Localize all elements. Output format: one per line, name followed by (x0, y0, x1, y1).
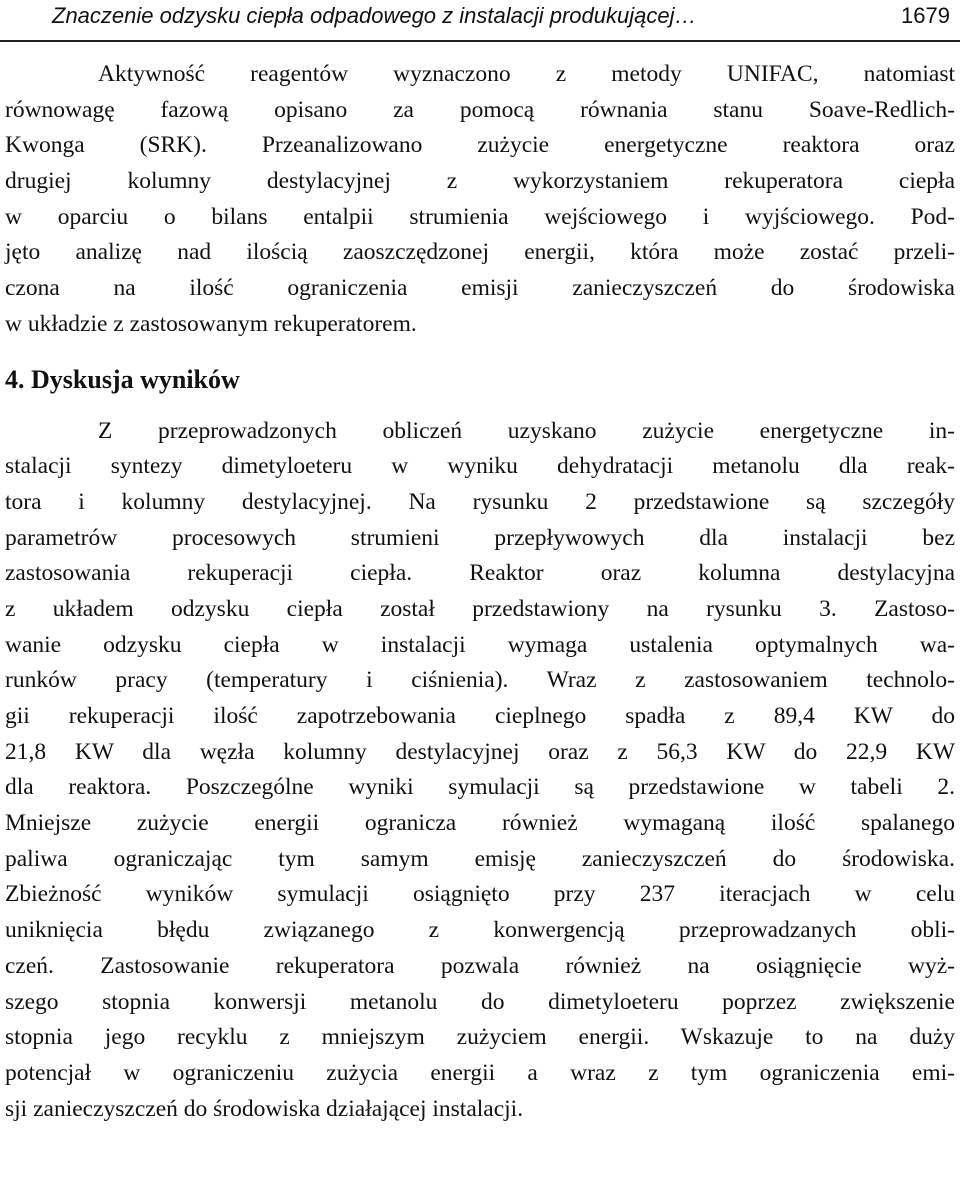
text-line: Z przeprowadzonych obliczeń uzyskano zużycie energetyczne in- (98, 417, 955, 444)
text-line: Kwonga (SRK). Przeanalizowano zużycie energetyczne reaktora oraz (5, 132, 955, 159)
running-title: Znaczenie odzysku ciepła odpadowego z instalacji produkującej… (52, 3, 697, 28)
section-heading: 4. Dyskusja wyników (5, 364, 240, 394)
text-line: wanie odzysku ciepła w instalacji wymaga ustalenia optymalnych wa- (5, 631, 955, 658)
text-line: dla reaktora. Poszczególne wyniki symulacji są przedstawione w tabeli 2. (5, 774, 955, 801)
text-line: stalacji syntezy dimetyloeteru w wyniku dehydratacji metanolu dla reak- (5, 453, 955, 480)
text-line: drugiej kolumny destylacyjnej z wykorzystaniem rekuperatora ciepła (5, 168, 955, 195)
paragraph-2 (5, 414, 955, 1128)
text-line: runków pracy (temperatury i ciśnienia). Wraz z zastosowaniem technolo- (5, 667, 955, 694)
text-line: Mniejsze zużycie energii ogranicza również wymaganą ilość spalanego (5, 810, 955, 837)
text-line: w układzie z zastosowanym rekuperatorem. (5, 310, 417, 337)
text-line: sji zanieczyszczeń do środowiska działającej instalacji. (5, 1095, 524, 1122)
text-line: czeń. Zastosowanie rekuperatora pozwala również na osiągnięcie wyż- (5, 952, 955, 979)
text-line: w oparciu o bilans entalpii strumienia wejściowego i wyjściowego. Pod- (5, 203, 955, 230)
text-line: zastosowania rekuperacji ciepła. Reaktor oraz kolumna destylacyjna (5, 560, 955, 587)
text-line: paliwa ograniczając tym samym emisję zanieczyszczeń do środowiska. (5, 845, 955, 872)
text-line: tora i kolumny destylacyjnej. Na rysunku 2 przedstawione są szczegóły (5, 488, 955, 515)
paragraph-1 (5, 57, 955, 343)
text-line: z układem odzysku ciepła został przedstawiony na rysunku 3. Zastoso- (5, 595, 955, 622)
text-line: gii rekuperacji ilość zapotrzebowania cieplnego spadła z 89,4 KW do (5, 703, 955, 729)
page-number: 1679 (901, 3, 950, 28)
text-line: stopnia jego recyklu z mniejszym zużyciem energii. Wskazuje to na duży (5, 1024, 955, 1051)
text-line: parametrów procesowych strumieni przepływowych dla instalacji bez (5, 524, 955, 551)
article-body (5, 57, 955, 1127)
text-line: szego stopnia konwersji metanolu do dimetyloeteru poprzez zwiększenie (5, 988, 955, 1015)
text-line: jęto analizę nad ilością zaoszczędzonej energii, która może zostać przeli- (5, 239, 955, 266)
text-line: Aktywność reagentów wyznaczono z metody UNIFAC, natomiast (98, 61, 955, 87)
text-line: 21,8 KW dla węzła kolumny destylacyjnej oraz z 56,3 KW do 22,9 KW (5, 738, 955, 765)
text-line: potencjał w ograniczeniu zużycia energii a wraz z tym ograniczenia emi- (5, 1059, 955, 1086)
text-line: Zbieżność wyników symulacji osiągnięto przy 237 iteracjach w celu (5, 881, 955, 908)
running-header (0, 0, 960, 42)
text-line: równowagę fazową opisano za pomocą równania stanu Soave-Redlich- (5, 96, 955, 123)
text-line: uniknięcia błędu związanego z konwergencją przeprowadzanych obli- (5, 917, 955, 944)
text-line: czona na ilość ograniczenia emisji zanieczyszczeń do środowiska (5, 275, 955, 302)
